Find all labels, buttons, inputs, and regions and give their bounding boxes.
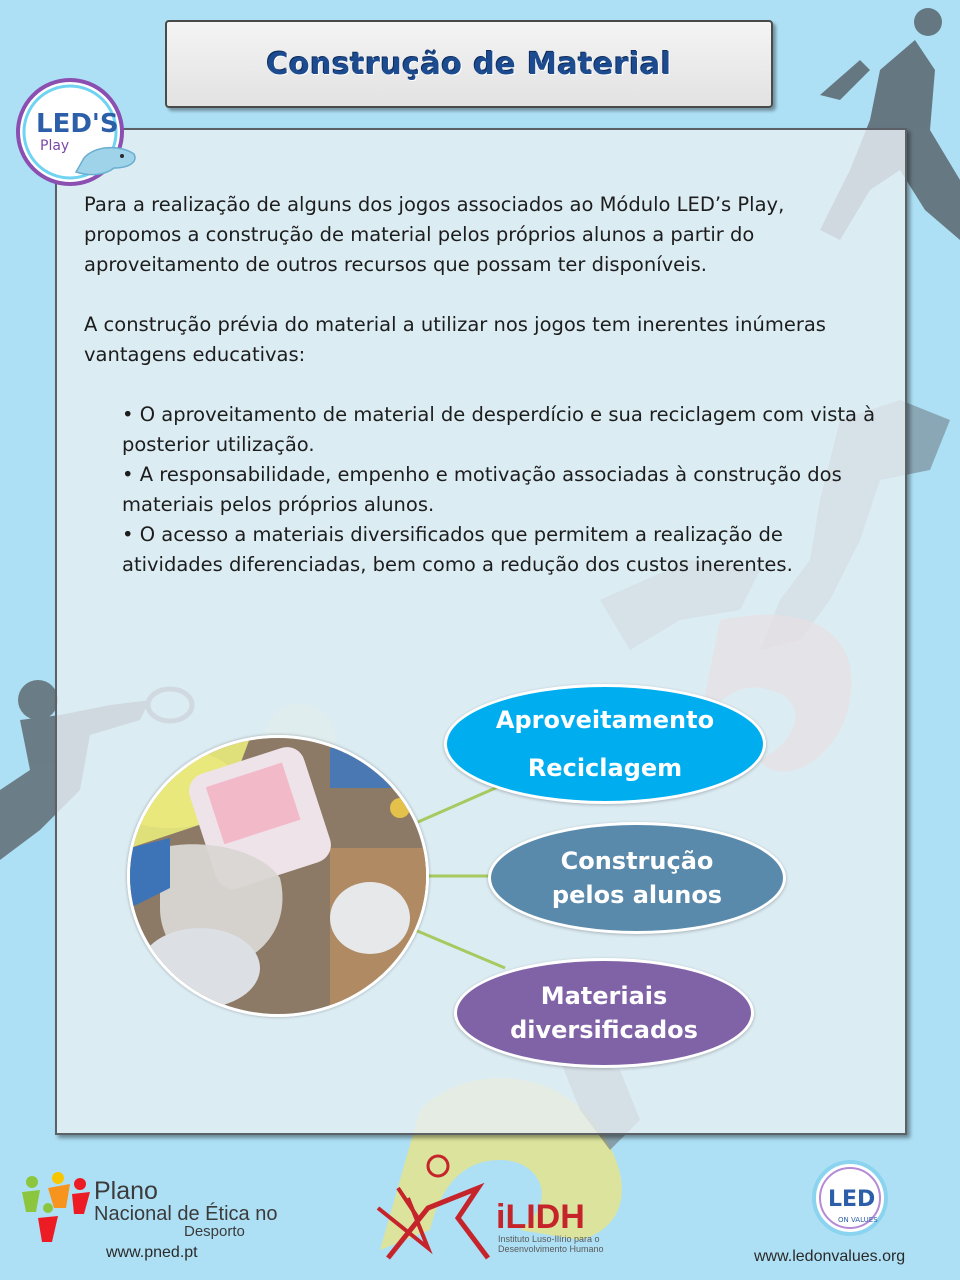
bubble-aproveitamento-reciclagem (444, 684, 766, 804)
bubble-label: diversificados (510, 1016, 698, 1044)
pned-url: www.pned.pt (106, 1244, 198, 1261)
intro-text (84, 190, 884, 580)
list-item: • O acesso a materiais diversificados que permitem a realização de atividades diferenciadas, bem como a redução dos custos inerentes. (122, 523, 793, 576)
pned-line-3: Desporto (184, 1223, 245, 1240)
ledonvalues-logo (750, 1156, 940, 1274)
ilidh-subtitle-line: Instituto Luso-Ilírio para o (498, 1234, 600, 1244)
list-item: • A responsabilidade, empenho e motivação associadas à construção dos materiais pelos próprios alunos. (122, 463, 842, 516)
ilidh-subtitle (498, 1234, 604, 1254)
pned-logo (18, 1168, 298, 1268)
bubble-label: pelos alunos (551, 881, 723, 909)
leds-play-logo (14, 76, 140, 188)
pned-line-1: Plano (94, 1177, 158, 1205)
pned-title (94, 1178, 277, 1240)
list-item: • O aproveitamento de material de desperdício e sua reciclagem com vista à posterior utilização. (122, 403, 876, 456)
bubble-label: Construção (560, 847, 714, 875)
pned-figures-icon (18, 1168, 92, 1246)
bubble-materiais-diversificados (454, 958, 754, 1068)
ilidh-subtitle-line: Desenvolvimento Humano (498, 1244, 604, 1254)
bubble-label: Aproveitamento (495, 706, 715, 734)
led-logo-tagline: ON VALUES (838, 1216, 878, 1224)
recycled-materials-photo (127, 735, 429, 1017)
leds-logo-text: LED'S (36, 109, 119, 139)
ilidh-logo (368, 1148, 618, 1268)
ilidh-figure-icon (368, 1148, 498, 1268)
bubble-label: Reciclagem (527, 754, 683, 782)
intro-paragraph-1: Para a realização de alguns dos jogos associados ao Módulo LED’s Play, propomos a construção de material pelos próprios alunos a partir do aproveitamento de outros recursos que possam ter disponíveis. (84, 193, 785, 276)
bubble-construcao-alunos (488, 822, 786, 934)
leds-logo-play: Play (40, 138, 70, 154)
photo-illustration (130, 738, 426, 1014)
ledonvalues-url: www.ledonvalues.org (754, 1248, 906, 1265)
bubble-label: Materiais (540, 982, 668, 1010)
ilidh-name: iLIDH (496, 1198, 585, 1236)
title-banner (165, 20, 773, 108)
intro-paragraph-2: A construção prévia do material a utilizar nos jogos tem inerentes inúmeras vantagens educativas: (84, 313, 826, 366)
page-title: Construção de Material (266, 46, 672, 82)
led-on-values-icon (750, 1156, 940, 1246)
advantages-list (84, 400, 884, 580)
pned-line-2: Nacional de Ética no (94, 1203, 278, 1225)
led-logo-text: LED (828, 1187, 876, 1212)
